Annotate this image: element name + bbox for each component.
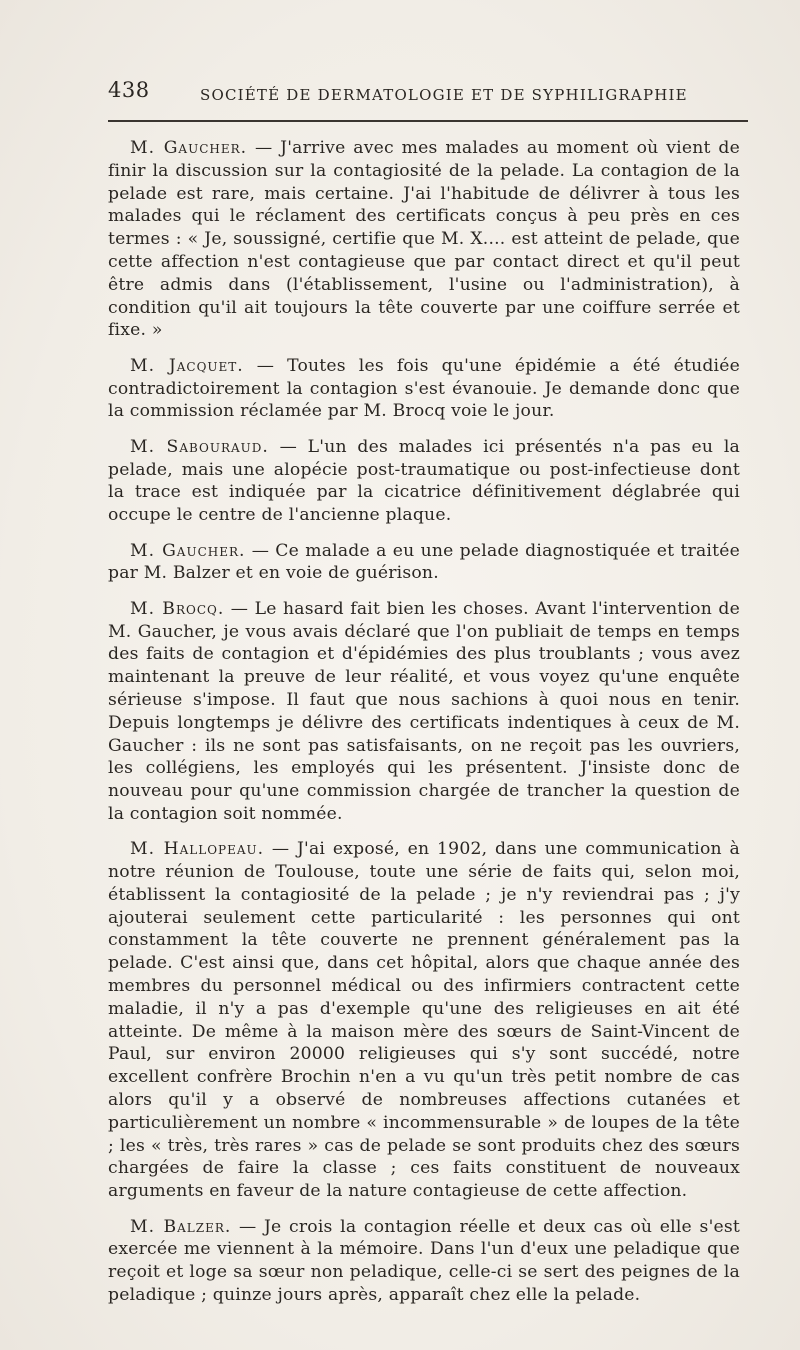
- paragraph-gaucher-1: [108, 137, 740, 342]
- speaker-name: M. Jacquet.: [130, 355, 244, 376]
- paragraph-text: — J'arrive avec mes malades au moment où vient de finir la discussion sur la contagiosité de la pelade. La contagion de la pelade est rare, mais certaine. J'ai l'habitude de délivrer à tous les malades qui le réclament des certificats conçus à peu près en ces termes : « Je, soussigné, certifie que M. X.... est atteint de pelade, que cette affection n'est contagieuse que par contact direct et qu'il peut être admis dans (l'établissement, l'usine ou l'administration), à condition qu'il ait toujours la tête couverte par une coiffure serrée et fixe. »: [108, 138, 740, 341]
- speaker-name: M. Balzer.: [130, 1216, 232, 1237]
- page-header: [108, 78, 748, 110]
- speaker-name: M. Gaucher.: [130, 138, 248, 158]
- speaker-name: M. Gaucher.: [130, 540, 246, 561]
- paragraph-text: — Je crois la contagion réelle et deux cas où elle s'est exercée me viennent à la mémoire. Dans l'un d'eux une peladique que reçoit et loge sa sœur non peladique, celle-ci se sert des peignes de la peladique ; quinze jours après, apparaît chez elle la pelade.: [108, 1216, 740, 1306]
- paragraph-hallopeau: [108, 838, 740, 1203]
- paragraph-text: — Toutes les fois qu'une épidémie a été étudiée contradictoirement la contagion s'est évanouie. Je demande donc que la commission réclamée par M. Brocq voie le jour.: [108, 355, 740, 422]
- speaker-name: M. Hallopeau.: [130, 839, 265, 860]
- paragraph-brocq: [108, 598, 740, 826]
- paragraph-jacquet: [108, 355, 740, 423]
- paragraph-text: — Ce malade a eu une pelade diagnostiquée et traitée par M. Balzer et en voie de guérison.: [108, 540, 740, 584]
- header-rule: [108, 120, 748, 122]
- body-text: [108, 137, 740, 1319]
- paragraph-balzer: [108, 1216, 740, 1307]
- paragraph-gaucher-2: [108, 540, 740, 586]
- paragraph-text: — L'un des malades ici présentés n'a pas eu la pelade, mais une alopécie post-traumatique ou post-infectieuse dont la trace est indiquée par la cicatrice définitivement déglabrée qui occupe le centre de l'ancienne plaque.: [108, 436, 741, 526]
- speaker-name: M. Sabouraud.: [130, 436, 269, 457]
- paragraph-text: — J'ai exposé, en 1902, dans une communication à notre réunion de Toulouse, toute une série de faits qui, selon moi, établissent la contagiosité de la pelade ; je n'y reviendrai pas ; j'y ajouterai seulement cette particularité : les personnes qui ont constamment la tête couverte ne prennent généralement pas la pelade. C'est ainsi que, dans cet hôpital, alors que chaque année des membres du personnel médical ou des infirmiers contractent cette maladie, il n'y a pas d'exemple qu'une des religieuses en ait été atteinte. De même à la maison mère des sœurs de Saint-Vincent de Paul, sur environ 20000 religieuses qui s'y sont succédé, notre excellent confrère Brochin n'en a vu qu'un très petit nombre de cas alors qu'il y a observé de nombreuses affections cutanées et particulièrement un nombre « incommensurable » de loupes de la tête ; les « très, très rares » cas de pelade se sont produits chez des sœurs chargées de faire la classe ; ces faits constituent de nouveaux arguments en faveur de la nature contagieuse de cette affection.: [108, 839, 740, 1202]
- paragraph-sabouraud: [108, 436, 740, 527]
- page-number: 438: [108, 78, 150, 102]
- running-title: SOCIÉTÉ DE DERMATOLOGIE ET DE SYPHILIGRAPHIE: [200, 86, 688, 104]
- speaker-name: M. Brocq.: [130, 598, 225, 619]
- paragraph-text: — Le hasard fait bien les choses. Avant l'intervention de M. Gaucher, je vous avais déclaré que l'on publiait de temps en temps des faits de contagion et d'épidémies des plus troublants ; vous avez maintenant la preuve de leur réalité, et vous voyez qu'une enquête sérieuse s'impose. Il faut que nous sachions à quoi nous en tenir. Depuis longtemps je délivre des certificats indentiques à ceux de M. Gaucher : ils ne sont pas satisfaisants, on ne reçoit pas les ouvriers, les collégiens, les employés qui les présentent. J'insiste donc de nouveau pour qu'une commission chargée de trancher la question de la contagion soit nommée.: [108, 598, 740, 824]
